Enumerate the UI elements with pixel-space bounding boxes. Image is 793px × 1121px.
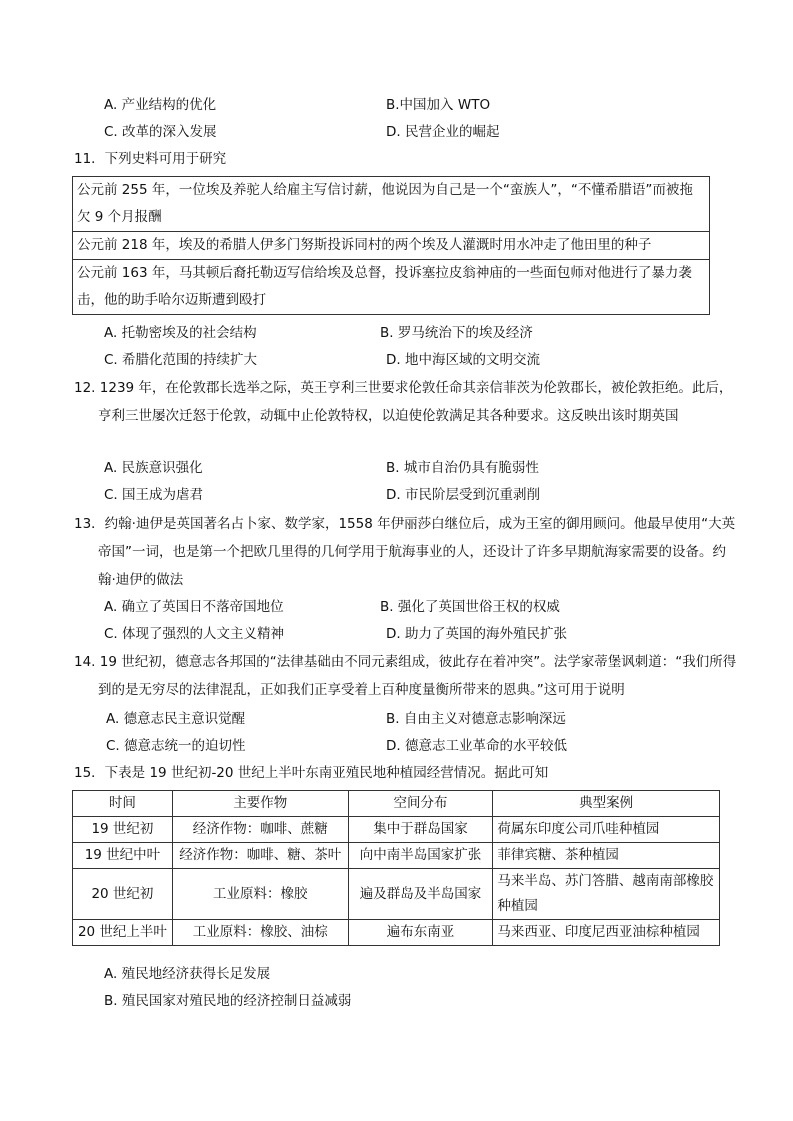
q15-cell: 马来半岛、苏门答腊、越南南部橡胶种植园 (493, 869, 720, 920)
q15-cell: 工业原料：橡胶 (172, 869, 348, 920)
q15-cell: 19 世纪中叶 (73, 843, 173, 869)
q14-option-a: A. 德意志民主意识觉醒 (106, 711, 246, 727)
q15-cell: 遍布东南亚 (348, 920, 493, 946)
q13-option-a: A. 确立了英国日不落帝国地位 (104, 599, 284, 615)
q11-option-b: B. 罗马统治下的埃及经济 (380, 325, 533, 341)
q15-cell: 遍及群岛及半岛国家 (348, 869, 493, 920)
q15-cell: 荷属东印度公司爪哇种植园 (493, 817, 720, 843)
q10-option-a: A. 产业结构的优化 (104, 97, 217, 113)
q12-option-c: C. 国王成为虐君 (104, 487, 204, 503)
q15-cell: 向中南半岛国家扩张 (348, 843, 493, 869)
q15-option-a: A. 殖民地经济获得长足发展 (104, 966, 271, 982)
q14-stem: 14. 19 世纪初，德意志各邦国的“法律基础由不同元素组成，彼此存在着冲突”。法学家蒂堡讽刺道：“我们所得到的是无穷尽的法律混乱，正如我们正享受着上百种度量衡所带来的恩典。”这可用于说明 (74, 654, 737, 698)
q11-source-table (72, 176, 710, 315)
q10-option-b: B.中国加入 WTO (386, 97, 491, 113)
q13-option-b: B. 强化了英国世俗王权的权威 (380, 599, 560, 615)
q10-option-c: C. 改革的深入发展 (104, 124, 217, 140)
table-row (73, 817, 720, 843)
q14-option-c: C. 德意志统一的迫切性 (106, 738, 246, 754)
q15-cell: 菲律宾糖、茶种植园 (493, 843, 720, 869)
q15-cell: 经济作物：咖啡、糖、茶叶 (172, 843, 348, 869)
q11-option-c: C. 希腊化范围的持续扩大 (104, 352, 258, 368)
q15-cell: 工业原料：橡胶、油棕 (172, 920, 348, 946)
q13-option-d: D. 助力了英国的海外殖民扩张 (386, 626, 567, 642)
table-row (73, 869, 720, 920)
q15-cell: 20 世纪初 (73, 869, 173, 920)
q15-cell: 19 世纪初 (73, 817, 173, 843)
q12-option-b: B. 城市自治仍具有脆弱性 (386, 460, 539, 476)
q13-option-c: C. 体现了强烈的人文主义精神 (104, 626, 285, 642)
q11-option-a: A. 托勒密埃及的社会结构 (104, 325, 257, 341)
q15-stem: 15．下表是 19 世纪初-20 世纪上半叶东南亚殖民地种植园经营情况。据此可知 (74, 765, 549, 781)
q12-option-d: D. 市民阶层受到沉重剥削 (386, 487, 540, 503)
q15-cell: 20 世纪上半叶 (73, 920, 173, 946)
q15-cell: 马来西亚、印度尼西亚油棕种植园 (493, 920, 720, 946)
q13-stem: 13．约翰·迪伊是英国著名占卜家、数学家，1558 年伊丽莎白继位后，成为王室的御用顾问。他最早使用“大英帝国”一词，也是第一个把欧几里得的几何学用于航海事业的人，还设计了许多早期航海家需要的设备。约翰·迪伊的做法 (74, 516, 736, 588)
q14-option-b: B. 自由主义对德意志影响深远 (386, 711, 566, 727)
q11-source-1: 公元前 255 年，一位埃及养驼人给雇主写信讨薪，他说因为自己是一个“蛮族人”，“不懂希腊语”而被拖欠 9 个月报酬 (73, 177, 710, 232)
q10-option-d: D. 民营企业的崛起 (386, 124, 500, 140)
q14-option-d: D. 德意志工业革命的水平较低 (386, 738, 567, 754)
q15-table-header (73, 791, 720, 817)
q15-cell: 集中于群岛国家 (348, 817, 493, 843)
q15-header-distribution: 空间分布 (348, 791, 493, 817)
q15-cell: 经济作物：咖啡、蔗糖 (172, 817, 348, 843)
q15-header-crop: 主要作物 (172, 791, 348, 817)
q15-option-b: B. 殖民国家对殖民地的经济控制日益减弱 (104, 993, 352, 1009)
q15-header-case: 典型案例 (493, 791, 720, 817)
q15-header-time: 时间 (73, 791, 173, 817)
q15-table (72, 790, 720, 946)
q12-stem: 12. 1239 年，在伦敦郡长选举之际，英王亨利三世要求伦敦任命其亲信菲茨为伦敦郡长，被伦敦拒绝。此后，亨利三世屡次迁怒于伦敦，动辄中止伦敦特权，以迫使伦敦满足其各种要求。这反映出该时期英国 (74, 380, 733, 424)
table-row (73, 843, 720, 869)
q11-option-d: D. 地中海区域的文明交流 (386, 352, 540, 368)
table-row (73, 920, 720, 946)
q11-source-2: 公元前 218 年，埃及的希腊人伊多门努斯投诉同村的两个埃及人灌溉时用水冲走了他田里的种子 (73, 232, 710, 260)
q11-source-3: 公元前 163 年，马其顿后裔托勒迈写信给埃及总督，投诉塞拉皮翁神庙的一些面包师对他进行了暴力袭击，他的助手哈尔迈斯遭到殴打 (73, 260, 710, 315)
q12-option-a: A. 民族意识强化 (104, 460, 203, 476)
q11-stem: 11．下列史料可用于研究 (74, 151, 227, 167)
